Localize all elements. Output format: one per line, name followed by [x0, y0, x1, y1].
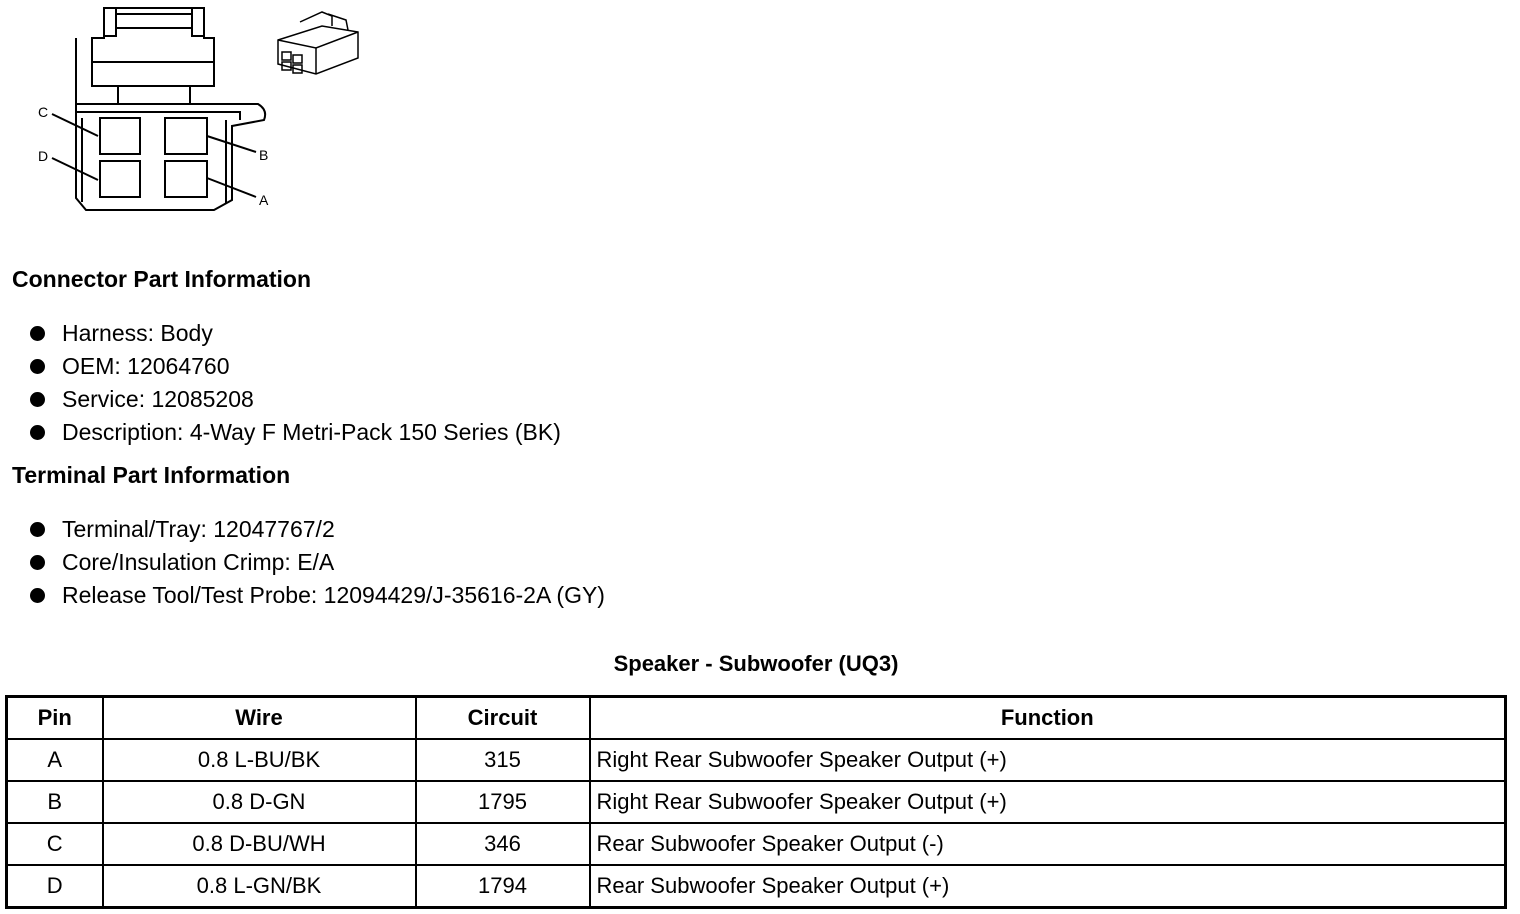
cell-pin: C	[7, 823, 103, 865]
table-header-row	[7, 697, 1506, 740]
cell-function: Right Rear Subwoofer Speaker Output (+)	[590, 739, 1506, 781]
pin-label-b: B	[259, 147, 269, 163]
cell-function: Rear Subwoofer Speaker Output (-)	[590, 823, 1506, 865]
cell-wire: 0.8 L-BU/BK	[103, 739, 416, 781]
cell-circuit: 315	[416, 739, 590, 781]
cell-function: Right Rear Subwoofer Speaker Output (+)	[590, 781, 1506, 823]
cell-pin: B	[7, 781, 103, 823]
cell-function: Rear Subwoofer Speaker Output (+)	[590, 865, 1506, 908]
pin-label-d: D	[38, 148, 49, 164]
bullet-icon	[30, 359, 45, 374]
header-function: Function	[590, 697, 1506, 740]
cell-wire: 0.8 L-GN/BK	[103, 865, 416, 908]
connector-isometric-view	[278, 12, 358, 74]
bullet-icon	[30, 425, 45, 440]
list-item: Release Tool/Test Probe: 12094429/J-35616-2A (GY)	[28, 579, 605, 612]
connector-info-list	[28, 317, 561, 449]
connector-front-view	[52, 8, 265, 210]
cell-wire: 0.8 D-BU/WH	[103, 823, 416, 865]
cell-circuit: 1795	[416, 781, 590, 823]
cell-circuit: 346	[416, 823, 590, 865]
terminal-info-list	[28, 513, 605, 612]
pin-label-c: C	[38, 104, 49, 120]
connector-diagram	[0, 0, 380, 220]
table-row	[7, 781, 1506, 823]
list-item: OEM: 12064760	[28, 350, 561, 383]
pin-table	[5, 695, 1507, 909]
table-row	[7, 823, 1506, 865]
cell-pin: D	[7, 865, 103, 908]
bullet-icon	[30, 555, 45, 570]
list-item: Description: 4-Way F Metri-Pack 150 Series (BK)	[28, 416, 561, 449]
bullet-icon	[30, 522, 45, 537]
header-pin: Pin	[7, 697, 103, 740]
cell-circuit: 1794	[416, 865, 590, 908]
list-item: Core/Insulation Crimp: E/A	[28, 546, 605, 579]
table-title: Speaker - Subwoofer (UQ3)	[613, 651, 899, 676]
bullet-icon	[30, 588, 45, 603]
cell-wire: 0.8 D-GN	[103, 781, 416, 823]
header-circuit: Circuit	[416, 697, 590, 740]
table-row	[7, 865, 1506, 908]
header-wire: Wire	[103, 697, 416, 740]
cell-pin: A	[7, 739, 103, 781]
list-item: Harness: Body	[28, 317, 561, 350]
list-item: Service: 12085208	[28, 383, 561, 416]
terminal-info-title: Terminal Part Information	[12, 462, 291, 488]
table-row	[7, 739, 1506, 781]
bullet-icon	[30, 326, 45, 341]
list-item: Terminal/Tray: 12047767/2	[28, 513, 605, 546]
pin-label-a: A	[259, 192, 269, 208]
bullet-icon	[30, 392, 45, 407]
connector-info-title: Connector Part Information	[12, 266, 312, 292]
